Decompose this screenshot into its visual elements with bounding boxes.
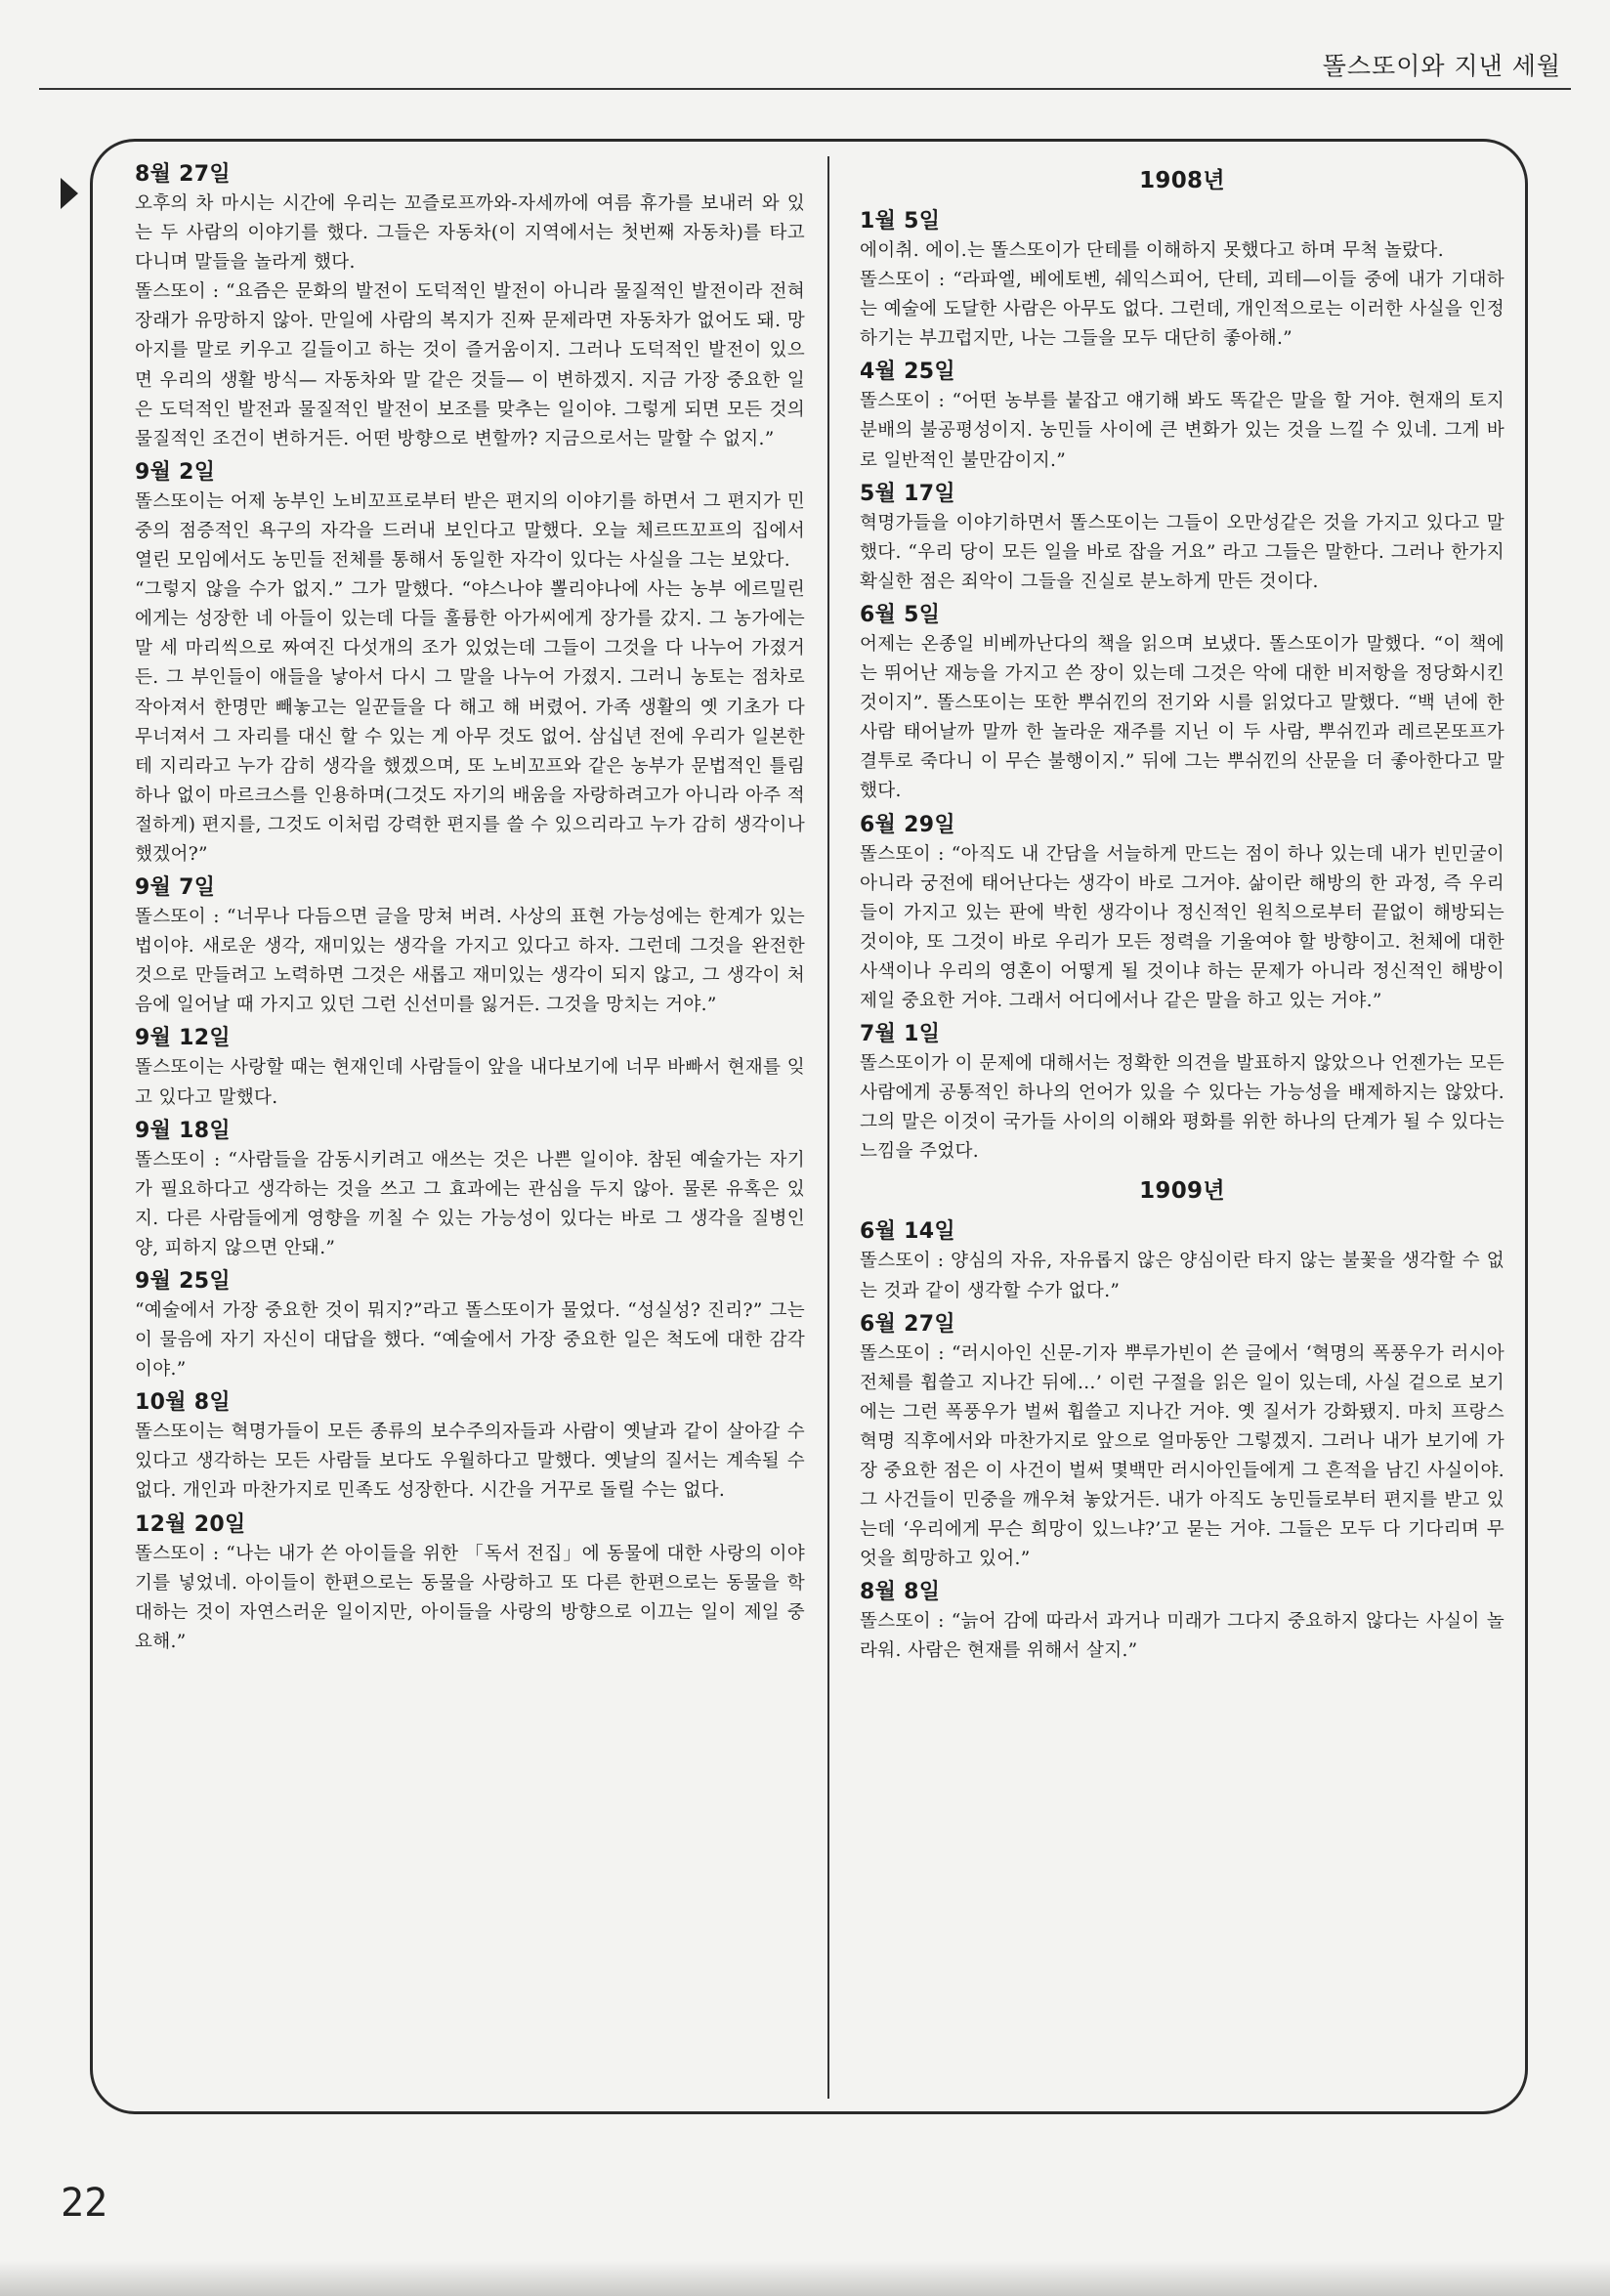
entry-date: 9월 25일 <box>135 1269 231 1294</box>
entry-text: 똘스또이 : “어떤 농부를 붙잡고 얘기해 봐도 똑같은 말을 할 거야. 현재의 토지 분배의 불공평성이지. 농민들 사이에 큰 변화가 있는 것을 느낄 수 있네. 그게 바로 일반적인 불만감이지.” <box>860 391 1504 471</box>
page-edge <box>0 2261 1610 2296</box>
entry-date: 4월 25일 <box>860 360 955 385</box>
year-heading-1908: 1908년 <box>1139 168 1225 193</box>
header-rule <box>39 88 1571 90</box>
page-number: 22 <box>61 2181 108 2226</box>
entry-text: 어제는 온종일 비베까난다의 책을 읽으며 보냈다. 똘스또이가 말했다. “이 책에는 뛰어난 재능을 가지고 쓴 장이 있는데 그것은 악에 대한 비저항을 정당화시킨 것이지”. 똘스또이는 또한 뿌쉬낀의 전기와 시를 읽었다고 말했다. “백 년에 한 사람 태어날까 말까 한 놀라운 재주를 지닌 이 두 사람, 뿌쉬낀과 레르몬또프가 결투로 죽다니 이 무슨 불행이지.” 뒤에 그는 뿌쉬낀의 산문을 더 좋아한다고 말했다. <box>860 633 1504 802</box>
entry-date: 9월 7일 <box>135 875 216 901</box>
entry <box>135 1510 805 1657</box>
entry <box>135 1117 805 1263</box>
entry-date: 12월 20일 <box>135 1511 246 1537</box>
entry-text: 똘스또이 : “라파엘, 베에토벤, 쉐익스피어, 단테, 괴테—이들 중에 내가 기대하는 예술에 도달한 사람은 아무도 없다. 그런데, 개인적으로는 이러한 사실을 인정하기는 부끄럽지만, 나는 그들을 모두 대단히 좋아해.” <box>860 270 1504 350</box>
entry-date: 8월 8일 <box>860 1580 941 1605</box>
entry-date: 6월 27일 <box>860 1311 955 1337</box>
year-heading-1909: 1909년 <box>1139 1178 1225 1205</box>
entry-text: 에이취. 에이.는 똘스또이가 단테를 이해하지 못했다고 하며 무척 놀랐다. <box>860 240 1444 261</box>
entry-text: 똘스또이 : “나는 내가 쓴 아이들을 위한 「독서 전집」에 동물에 대한 사랑의 이야기를 넣었네. 아이들이 한편으로는 동물을 사랑하고 또 다른 한편으로는 동물을 학대하는 것이 자연스러운 일이지만, 아이들을 사랑의 방향으로 이끄는 일이 제일 중요해.” <box>135 1543 805 1652</box>
entry-date: 6월 5일 <box>860 602 941 627</box>
entry-date: 1월 5일 <box>860 209 941 234</box>
entry <box>135 873 805 1020</box>
entry-date: 10월 8일 <box>135 1390 231 1416</box>
entry <box>860 358 1504 475</box>
entry-text: 혁명가들을 이야기하면서 똘스또이는 그들이 오만성같은 것을 가지고 있다고 말했다. “우리 당이 모든 일을 바로 잡을 거요” 라고 그들은 말한다. 그러나 한가지 확실한 점은 죄악이 그들을 진실로 분노하게 만든 것이다. <box>860 512 1504 592</box>
entry-text: 똘스또이 : “요즘은 문화의 발전이 도덕적인 발전이 아니라 물질적인 발전이라 전혀 장래가 유망하지 않아. 만일에 사람의 복지가 진짜 문제라면 자동차가 없어도 돼. 망아지를 말로 키우고 길들이고 하는 것이 즐거움이지. 그러나 도덕적인 발전이 있으면 우리의 생활 방식— 자동차와 말 같은 것들— 이 변하겠지. 지금 가장 중요한 일은 도덕적인 발전과 물질적인 발전이 보조를 맞추는 일이야. 그렇게 되면 모든 것의 물질적인 조건이 변하거든. 어떤 방향으로 변할까? 지금으로서는 말할 수 없지.” <box>135 281 805 449</box>
entry <box>860 1310 1504 1575</box>
entry-text: 똘스또이 : “사람들을 감동시키려고 애쓰는 것은 나쁜 일이야. 참된 예술가는 자기가 필요하다고 생각하는 것을 쓰고 그 효과에는 관심을 두지 않아. 물론 유혹은 있지. 다른 사람들에게 영향을 끼칠 수 있는 가능성이 있다는 바로 그 생각을 질병인양, 피하지 않으면 안돼.” <box>135 1149 805 1258</box>
entry <box>860 811 1504 1017</box>
entry <box>860 1020 1504 1167</box>
entry-text: “예술에서 가장 중요한 것이 뭐지?”라고 똘스또이가 물었다. “성실성? 진리?” 그는 이 물음에 자기 자신이 대답을 했다. “예술에서 가장 중요한 일은 척도에 대한 감각이야.” <box>135 1300 805 1381</box>
entry <box>135 458 805 870</box>
triangle-marker-icon <box>61 178 78 209</box>
entry-text: “그렇지 않을 수가 없지.” 그가 말했다. “야스나야 뽈리야나에 사는 농부 에르밀린에게는 성장한 네 아들이 있는데 다들 훌륭한 아가씨에게 장가를 갔지. 그 농가에는 말 세 마리씩으로 짜여진 다섯개의 조가 있었는데 그들이 그것을 다 나누어 가졌거든. 그 부인들이 애들을 낳아서 다시 그 말을 나누어 가졌지. 그러니 농토는 점차로 작아져서 한명만 빼놓고는 일꾼들을 다 해고 해 버렸어. 가족 생활의 옛 기초가 다 무너져서 그 자리를 대신 할 수 있는 게 아무 것도 없어. 삼십년 전에 우리가 일본한테 지리라고 누가 감히 생각을 했겠으며, 또 노비꼬프와 같은 농부가 문법적인 틀림 하나 없이 마르크스를 인용하며(그것도 자기의 배움을 자랑하려고가 아니라 아주 적절하게) 편지를, 그것도 이처럼 강력한 편지를 쓸 수 있으리라고 누가 감히 생각이나 했겠어?” <box>135 579 805 865</box>
entry-text: 똘스또이는 사랑할 때는 현재인데 사람들이 앞을 내다보기에 너무 바빠서 현재를 잊고 있다고 말했다. <box>135 1057 805 1108</box>
entry-text: 똘스또이는 어제 농부인 노비꼬프로부터 받은 편지의 이야기를 하면서 그 편지가 민중의 점증적인 욕구의 자각을 드러내 보인다고 말했다. 오늘 체르뜨꼬프의 집에서 열린 모임에서도 농민들 전체를 통해서 동일한 자각이 있다는 사실을 그는 보았다. <box>135 490 805 572</box>
entry-date: 6월 29일 <box>860 812 955 837</box>
entry-date: 9월 2일 <box>135 459 216 485</box>
entry <box>860 480 1504 597</box>
entry-date: 9월 12일 <box>135 1026 231 1051</box>
entry <box>135 160 805 454</box>
entry <box>135 1267 805 1384</box>
left-column <box>135 156 805 1657</box>
entry-text: 똘스또이 : 양심의 자유, 자유롭지 않은 양심이란 타지 않는 불꽃을 생각할 수 없는 것과 같이 생각할 수가 없다.” <box>860 1251 1504 1301</box>
entry-date: 5월 17일 <box>860 481 955 506</box>
entry <box>860 207 1504 354</box>
running-header: 똘스또이와 지낸 세월 <box>1322 52 1561 80</box>
entry-date: 7월 1일 <box>860 1022 941 1047</box>
entry <box>135 1024 805 1112</box>
column-divider <box>827 156 829 2099</box>
entry-date: 6월 14일 <box>860 1219 955 1245</box>
entry <box>135 1388 805 1506</box>
entry-date: 9월 18일 <box>135 1118 231 1143</box>
entry-text: 오후의 차 마시는 시간에 우리는 꼬즐로프까와-자세까에 여름 휴가를 보내러 와 있는 두 사람의 이야기를 했다. 그들은 자동차(이 지역에서는 첫번째 자동차)를 타고 다니며 말들을 놀라게 했다. <box>135 193 805 274</box>
entry-text: 똘스또이 : “너무나 다듬으면 글을 망쳐 버려. 사상의 표현 가능성에는 한계가 있는 법이야. 새로운 생각, 재미있는 생각을 가지고 있다고 하자. 그런데 그것을 완전한 것으로 만들려고 노력하면 그것은 새롭고 재미있는 생각이 되지 않고, 그 생각이 처음에 일어날 때 가지고 있던 그런 신선미를 잃거든. 그것을 망치는 거야.” <box>135 907 805 1016</box>
entry <box>860 601 1504 807</box>
right-column <box>860 156 1504 1667</box>
entry-text: 똘스또이 : “늙어 감에 따라서 과거나 미래가 그다지 중요하지 않다는 사실이 놀라워. 사람은 현재를 위해서 살지.” <box>860 1611 1504 1662</box>
entry <box>860 1578 1504 1666</box>
entry-text: 똘스또이는 혁명가들이 모든 종류의 보수주의자들과 사람이 옛날과 같이 살아갈 수 있다고 생각하는 모든 사람들 보다도 우월하다고 말했다. 옛날의 질서는 계속될 수 없다. 개인과 마찬가지로 민족도 성장한다. 시간을 거꾸로 돌릴 수는 없다. <box>135 1422 805 1502</box>
entry <box>860 1217 1504 1305</box>
entry-text: 똘스또이가 이 문제에 대해서는 정확한 의견을 발표하지 않았으나 언젠가는 모든 사람에게 공통적인 하나의 언어가 있을 수 있다는 가능성을 배제하지는 않았다. 그의 말은 이것이 국가들 사이의 이해와 평화를 위한 하나의 단계가 될 수 있다는 느낌을 주었다. <box>860 1053 1504 1163</box>
entry-text: 똘스또이 : “러시아인 신문-기자 뿌루가빈이 쓴 글에서 ‘혁명의 폭풍우가 러시아 전체를 휩쓸고 지나간 뒤에…’ 이런 구절을 읽은 일이 있는데, 사실 겉으로 보기에는 그런 폭풍우가 벌써 휩쓸고 지나간 거야. 옛 질서가 강화됐지. 마치 프랑스 혁명 직후에서와 마찬가지로 앞으로 얼마동안 그렇겠지. 그러나 내가 보기에 가장 중요한 점은 이 사건이 벌써 몇백만 러시아인들에게 그 흔적을 남긴 사실이야. 그 사건들이 민중을 깨우쳐 놓았거든. 내가 아직도 농민들로부터 편지를 받고 있는데 ‘우리에게 무슨 희망이 있느냐?’고 묻는 거야. 그들은 모두 다 기다리며 무엇을 희망하고 있어.” <box>860 1342 1504 1570</box>
entry-text: 똘스또이 : “아직도 내 간담을 서늘하게 만드는 점이 하나 있는데 내가 빈민굴이 아니라 궁전에 태어난다는 생각이 바로 그거야. 삶이란 해방의 한 과정, 즉 우리들이 가지고 있는 판에 박힌 생각이나 정신적인 원칙으로부터 끝없이 해방되는 것이야, 또 그것이 바로 우리가 모든 정력을 기울여야 할 방향이고. 천체에 대한 사색이나 우리의 영혼이 어떻게 될 것이냐 하는 문제가 아니라 정신적인 해방이 제일 중요한 거야. 그래서 어디에서나 같은 말을 하고 있는 거야.” <box>860 843 1504 1011</box>
entry-date: 8월 27일 <box>135 162 231 187</box>
